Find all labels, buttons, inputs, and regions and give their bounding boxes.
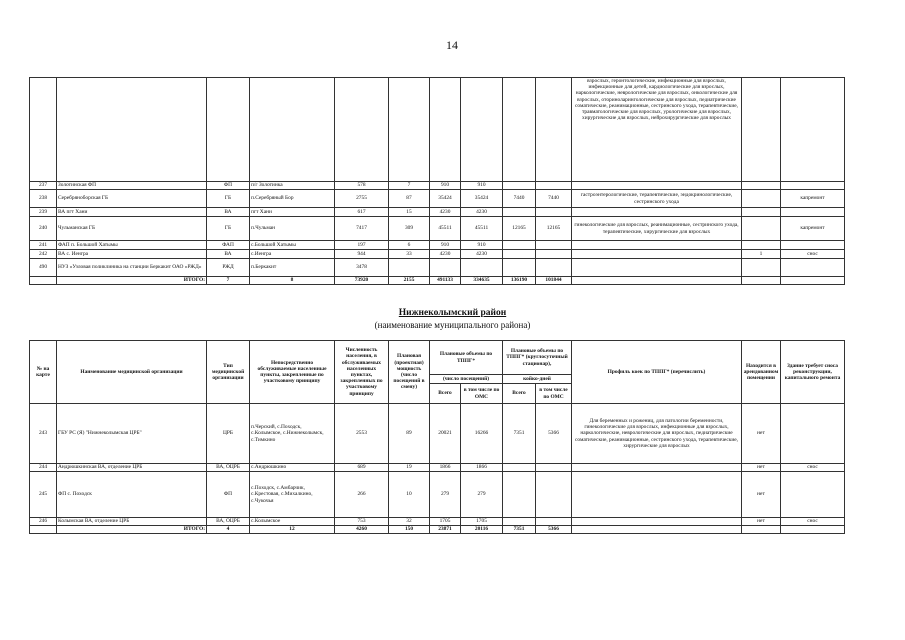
col-header-beds-unit: койко-дней: [503, 375, 572, 384]
bed-days-oms: [536, 182, 572, 190]
bed-days-oms: [536, 259, 572, 277]
bed-profile: [572, 182, 742, 190]
rented-premises: 1: [742, 250, 781, 259]
total-type: 7: [207, 277, 250, 285]
col-header-visits-oms: в том числе по ОМС: [461, 384, 503, 404]
org-type: ВА, ОЦРБ: [207, 518, 250, 526]
bed-days-total: [503, 464, 536, 472]
capacity: 19: [389, 464, 430, 472]
col-header-visits: Плановые объемы по ТППГ*: [430, 341, 503, 375]
visits-oms: 1866: [461, 464, 503, 472]
bed-days-oms: [536, 208, 572, 217]
total-visits: 491133: [430, 277, 461, 285]
population: 266: [335, 472, 389, 518]
bed-profile: гинекологические для взрослых, реанимационные, сестринского ухода, терапевтические, хирургические для взрослых: [572, 217, 742, 241]
total-visits-oms: 20116: [461, 526, 503, 534]
rented-premises: [742, 182, 781, 190]
bed-days-total: 12165: [503, 217, 536, 241]
col-header-places: Непосредственно обслуживаемые населенные пункты, закрепленные по участковому принципу: [250, 341, 335, 404]
col-header-type: Тип медицинской организации: [207, 341, 250, 404]
col-header-name: Наименование медицинской организации: [57, 341, 207, 404]
repair-status: [781, 208, 845, 217]
rented-premises: [742, 190, 781, 208]
table-row: [30, 78, 845, 182]
served-places: п.Чульман: [250, 217, 335, 241]
population: 689: [335, 464, 389, 472]
visits-oms: 4230: [461, 250, 503, 259]
page-number: 14: [446, 38, 458, 52]
total-label: ИТОГО:: [57, 526, 207, 534]
col-header-num: № на карте: [30, 341, 57, 404]
population: 197: [335, 241, 389, 250]
visits-oms: 45511: [461, 217, 503, 241]
repair-status: снос: [781, 518, 845, 526]
col-header-beds-total: Всего: [503, 384, 536, 404]
bed-days-oms: [536, 241, 572, 250]
population: 753: [335, 518, 389, 526]
repair-status: [781, 404, 845, 464]
capacity: 6: [389, 241, 430, 250]
org-type: РЖД: [207, 259, 250, 277]
bed-profile: гастроэнтерологические, терапевтические, эндокринологические, сестринского ухода: [572, 190, 742, 208]
row-number: 239: [30, 208, 57, 217]
capacity: 15: [389, 208, 430, 217]
visits-total: 45511: [430, 217, 461, 241]
repair-status: [781, 241, 845, 250]
rented-premises: нет: [742, 472, 781, 518]
served-places: с.Походск, с.Амбарчик, с.Крестовая, с.Михалкино, с.Чукочья: [250, 472, 335, 518]
district-caption: (наименование муниципального района): [374, 320, 531, 330]
rented-premises: нет: [742, 464, 781, 472]
col-header-beds-oms: в том числе по ОМС: [536, 384, 572, 404]
bed-days-total: [503, 259, 536, 277]
org-name: Колымская ВА, отделение ЦРБ: [57, 518, 207, 526]
visits-total: 4230: [430, 208, 461, 217]
visits-oms: 910: [461, 241, 503, 250]
table-row: [30, 259, 845, 277]
repair-status: капремонт: [781, 190, 845, 208]
bed-profile: [572, 208, 742, 217]
col-header-profile: Профиль коек по ТППГ* (перечислить): [572, 341, 742, 404]
capacity: 33: [389, 250, 430, 259]
repair-status: капремонт: [781, 217, 845, 241]
total-bed-days: 136190: [503, 277, 536, 285]
org-type: ВА: [207, 250, 250, 259]
bed-days-total: [503, 208, 536, 217]
capacity: 7: [389, 182, 430, 190]
table-header-row: [30, 341, 845, 375]
org-type: ФП: [207, 472, 250, 518]
bed-days-oms: [536, 472, 572, 518]
total-population: 4260: [335, 526, 389, 534]
bed-profile: [572, 518, 742, 526]
district-title: Нижнеколымский район: [398, 308, 507, 318]
population: 3478: [335, 259, 389, 277]
bed-days-oms: 7440: [536, 190, 572, 208]
row-number: 490: [30, 259, 57, 277]
bed-days-oms: [536, 464, 572, 472]
org-type: ВА: [207, 208, 250, 217]
bed-days-total: 7351: [503, 404, 536, 464]
total-bed-days-oms: 101844: [536, 277, 572, 285]
rented-premises: [742, 208, 781, 217]
org-name: НУЗ «Узловая поликлиника на станции Беркакит ОАО «РЖД»: [57, 259, 207, 277]
total-row: [30, 277, 845, 285]
table-row: [30, 182, 845, 190]
capacity: 87: [389, 190, 430, 208]
col-header-beds: Плановые объемы по ТППГ* (круглосуточный стационар),: [503, 341, 572, 375]
rented-premises: [742, 259, 781, 277]
served-places: с.Большой Хатымы: [250, 241, 335, 250]
bed-profile: [572, 259, 742, 277]
row-number: 245: [30, 472, 57, 518]
table-row: [30, 250, 845, 259]
bed-days-oms: 12165: [536, 217, 572, 241]
population: 2553: [335, 404, 389, 464]
capacity: 89: [389, 404, 430, 464]
rented-premises: [742, 241, 781, 250]
org-type: ГБ: [207, 190, 250, 208]
row-number: 246: [30, 518, 57, 526]
bed-profile: [572, 250, 742, 259]
profile-cell: взрослых, геронтологические, инфекционные для взрослых, инфекционные для детей, кардиологические для взрослых, наркологические, неврологические для взрослых, онкологические для взрослых, оториноларингологические для взрослых, педиатрические соматические, реанимационные, сестринского ухода, терапевтические, травматологические для взрослых, урологические для взрослых, хирургические для взрослых, нейрохирургические для взрослых: [572, 78, 742, 182]
org-type: ВА, ОЦРБ: [207, 464, 250, 472]
visits-oms: 1705: [461, 518, 503, 526]
table-row: [30, 217, 845, 241]
org-type: ГБ: [207, 217, 250, 241]
total-row: [30, 526, 845, 534]
visits-total: [430, 259, 461, 277]
col-header-population: Численность населения, в обслуживаемых населенных пунктах, закрепленных по участковому принципу: [335, 341, 389, 404]
row-number: 240: [30, 217, 57, 241]
col-header-capacity: Плановая (проектная) мощность (число посещений в смену): [389, 341, 430, 404]
served-places: с.Андрюшкино: [250, 464, 335, 472]
org-name: Серебряноборская ГБ: [57, 190, 207, 208]
org-name: Золотинская ФП: [57, 182, 207, 190]
visits-total: 35424: [430, 190, 461, 208]
visits-oms: 4230: [461, 208, 503, 217]
total-places: 12: [250, 526, 335, 534]
bed-days-total: [503, 241, 536, 250]
total-population: 73920: [335, 277, 389, 285]
served-places: с.Колымское: [250, 518, 335, 526]
org-type: ФАП: [207, 241, 250, 250]
row-number: 244: [30, 464, 57, 472]
row-number: 242: [30, 250, 57, 259]
org-name: Андрюшкинская ВА, отделение ЦРБ: [57, 464, 207, 472]
table-district: [29, 340, 845, 534]
row-number: 241: [30, 241, 57, 250]
population: 578: [335, 182, 389, 190]
population: 7417: [335, 217, 389, 241]
visits-oms: 279: [461, 472, 503, 518]
total-bed-days: 7351: [503, 526, 536, 534]
total-label: ИТОГО:: [57, 277, 207, 285]
bed-days-oms: 5366: [536, 404, 572, 464]
bed-days-total: [503, 250, 536, 259]
visits-oms: [461, 259, 503, 277]
org-name: ФП с. Походск: [57, 472, 207, 518]
repair-status: [781, 182, 845, 190]
total-bed-days-oms: 5366: [536, 526, 572, 534]
total-capacity: 150: [389, 526, 430, 534]
total-type: 4: [207, 526, 250, 534]
rented-premises: нет: [742, 518, 781, 526]
table-row: [30, 208, 845, 217]
repair-status: снос: [781, 250, 845, 259]
population: 617: [335, 208, 389, 217]
bed-days-total: 7440: [503, 190, 536, 208]
col-header-visits-unit: (число посещений): [430, 375, 503, 384]
served-places: пгт Хани: [250, 208, 335, 217]
visits-total: 20021: [430, 404, 461, 464]
org-name: ФАП п. Большой Хатымы: [57, 241, 207, 250]
repair-status: снос: [781, 464, 845, 472]
rented-premises: нет: [742, 404, 781, 464]
served-places: с.Иенгра: [250, 250, 335, 259]
population: 2755: [335, 190, 389, 208]
visits-oms: 910: [461, 182, 503, 190]
visits-total: 1705: [430, 518, 461, 526]
total-capacity: 2155: [389, 277, 430, 285]
col-header-visits-total: Всего: [430, 384, 461, 404]
table-row: [30, 404, 845, 464]
org-type: ЦРБ: [207, 404, 250, 464]
org-type: ФП: [207, 182, 250, 190]
population: 944: [335, 250, 389, 259]
table-row: [30, 472, 845, 518]
col-header-repair: Здание требует сноса реконструкции, капитального ремонта: [781, 341, 845, 404]
bed-days-total: [503, 182, 536, 190]
visits-total: 1866: [430, 464, 461, 472]
total-visits: 23871: [430, 526, 461, 534]
visits-total: 910: [430, 182, 461, 190]
org-name: ВА пгт Хани: [57, 208, 207, 217]
served-places: п/г Золотинка: [250, 182, 335, 190]
bed-days-total: [503, 472, 536, 518]
row-number: 243: [30, 404, 57, 464]
bed-days-total: [503, 518, 536, 526]
rented-premises: [742, 217, 781, 241]
bed-profile: Для беременных и рожениц, для патологии беременности, гинекологические для взрослых, инфекционные для взрослых, наркологические, неврологические для взрослых, педиатрические соматические, реанимационные, сестринского ухода, терапевтические, хирургические для взрослых: [572, 404, 742, 464]
table-row: [30, 518, 845, 526]
repair-status: [781, 259, 845, 277]
org-name: Чульманская ГБ: [57, 217, 207, 241]
table-row: [30, 464, 845, 472]
row-number: 237: [30, 182, 57, 190]
visits-total: 910: [430, 241, 461, 250]
bed-days-oms: [536, 250, 572, 259]
capacity: 10: [389, 472, 430, 518]
served-places: п.Черский, с.Походск, с.Колымское, с.Нижнеколымск, с.Тимкино: [250, 404, 335, 464]
table-row: [30, 190, 845, 208]
org-name: ГБУ РС (Я) "Нижнеколымская ЦРБ": [57, 404, 207, 464]
org-name: ВА с. Иенгра: [57, 250, 207, 259]
capacity: [389, 259, 430, 277]
bed-profile: [572, 464, 742, 472]
table-continuation: [29, 77, 845, 285]
served-places: п.Беркакит: [250, 259, 335, 277]
repair-status: [781, 472, 845, 518]
capacity: 309: [389, 217, 430, 241]
bed-days-oms: [536, 518, 572, 526]
total-places: 8: [250, 277, 335, 285]
bed-profile: [572, 472, 742, 518]
visits-oms: 16266: [461, 404, 503, 464]
table-row: [30, 241, 845, 250]
row-number: 238: [30, 190, 57, 208]
capacity: 32: [389, 518, 430, 526]
served-places: п.Серебряный Бор: [250, 190, 335, 208]
visits-oms: 35424: [461, 190, 503, 208]
total-visits-oms: 334635: [461, 277, 503, 285]
visits-total: 279: [430, 472, 461, 518]
visits-total: 4230: [430, 250, 461, 259]
col-header-rented: Находится в арендованном помещении: [742, 341, 781, 404]
bed-profile: [572, 241, 742, 250]
